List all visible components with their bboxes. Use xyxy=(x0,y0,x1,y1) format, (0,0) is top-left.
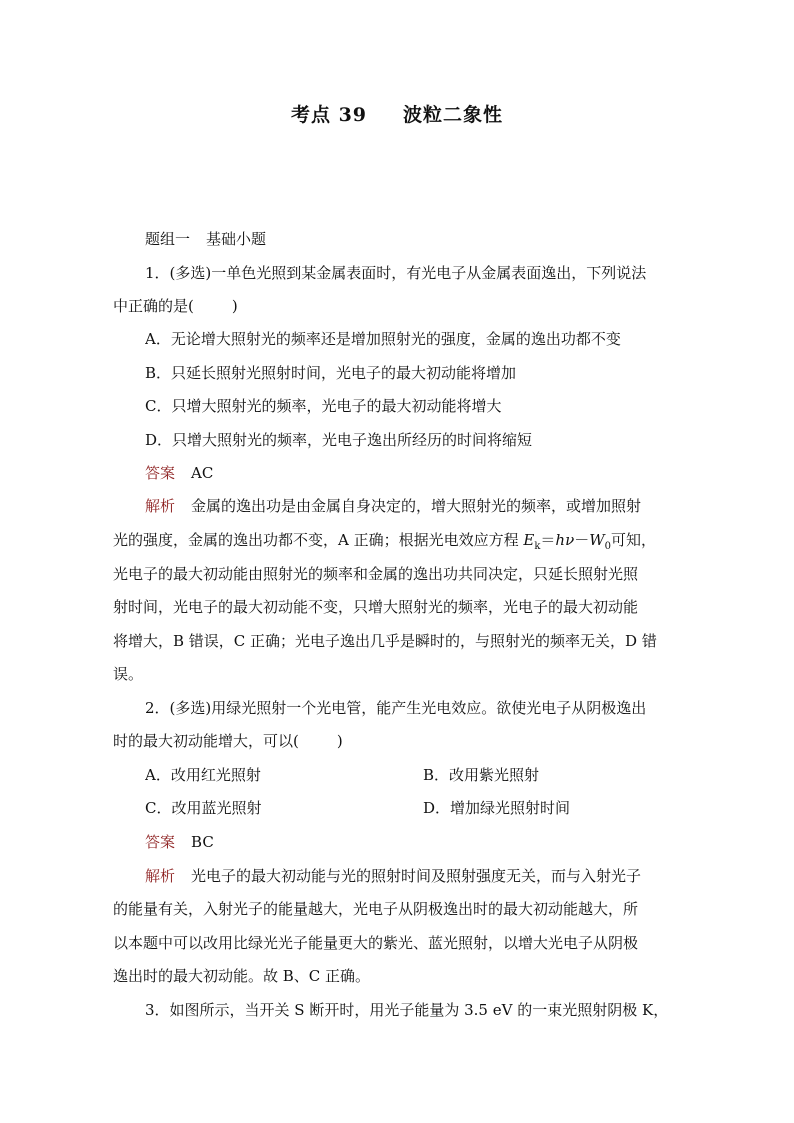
q2-explanation-line3: 以本题中可以改用比绿光光子能量更大的紫光、蓝光照射，以增大光电子从阴极 xyxy=(113,934,639,952)
q1-option-a: A．无论增大照射光的频率还是增加照射光的强度，金属的逸出功都不变 xyxy=(145,330,621,348)
group-heading xyxy=(145,229,681,249)
q2-explanation-label: 解析 xyxy=(145,867,176,885)
q1-explanation-text2b: 可知， xyxy=(611,531,657,549)
q2-stem-close: ) xyxy=(336,732,343,750)
q1-answer xyxy=(145,463,681,483)
eq-minus: － xyxy=(574,531,590,549)
q2-explanation-line1 xyxy=(145,866,681,886)
eq-e: E xyxy=(523,531,535,549)
eq-w: W xyxy=(589,531,605,549)
q3-stem-line1: 3．如图所示，当开关 S 断开时，用光子能量为 3.5 eV 的一束光照射阴极 K， xyxy=(145,1001,669,1019)
q1-stem-line2 xyxy=(113,296,681,316)
eq-zero: 0 xyxy=(604,541,611,552)
q2-answer-label: 答案 xyxy=(145,833,176,851)
q2-answer xyxy=(145,832,681,852)
q1-explanation-line5: 将增大，B 错误，C 正确；光电子逸出几乎是瞬时的，与照射光的频率无关，D 错 xyxy=(113,632,657,650)
q2-answer-value: BC xyxy=(191,833,214,851)
q1-option-c: C．只增大照射光的频率，光电子的最大初动能将增大 xyxy=(145,397,502,415)
q2-option-b: B．改用紫光照射 xyxy=(423,766,540,784)
group-name: 基础小题 xyxy=(206,230,267,248)
q1-answer-value: AC xyxy=(191,464,214,482)
eq-k: k xyxy=(534,541,541,552)
q2-explanation-text1: 光电子的最大初动能与光的照射时间及照射强度无关，而与入射光子 xyxy=(191,867,642,885)
q1-option-b: B．只延长照射光照射时间，光电子的最大初动能将增加 xyxy=(145,364,517,382)
group-label: 题组一 xyxy=(145,230,191,248)
q2-stem-line2 xyxy=(113,731,681,751)
q1-stem-close: ) xyxy=(231,297,238,315)
q1-explanation-text1: 金属的逸出功是由金属自身决定的，增大照射光的频率，或增加照射 xyxy=(191,497,642,515)
q2-option-a: A．改用红光照射 xyxy=(145,766,261,784)
q1-explanation-line6: 误。 xyxy=(113,665,144,683)
eq-equals: ＝ xyxy=(540,531,556,549)
q1-stem-open: 中正确的是( xyxy=(113,297,194,315)
q1-explanation-line1 xyxy=(145,496,681,516)
eq-hv: hν xyxy=(555,531,575,549)
q1-explanation-label: 解析 xyxy=(145,497,176,515)
q1-explanation-text2a: 光的强度，金属的逸出功都不变，A 正确；根据光电效应方程 xyxy=(113,531,524,549)
q2-explanation-line4: 逸出时的最大初动能。故 B、C 正确。 xyxy=(113,967,371,985)
q1-explanation-line3: 光电子的最大初动能由照射光的频率和金属的逸出功共同决定，只延长照射光照 xyxy=(113,565,639,583)
q1-explanation-line4: 射时间，光电子的最大初动能不变，只增大照射光的频率，光电子的最大初动能 xyxy=(113,598,639,616)
photoelectric-equation xyxy=(523,531,611,552)
q2-stem-open: 时的最大初动能增大，可以( xyxy=(113,732,299,750)
q2-stem-line1: 2．(多选)用绿光照射一个光电管，能产生光电效应。欲使光电子从阴极逸出 xyxy=(145,699,647,717)
page-title xyxy=(0,100,794,127)
q2-explanation-line2: 的能量有关，入射光子的能量越大，光电子从阴极逸出时的最大初动能越大，所 xyxy=(113,900,639,918)
q1-answer-label: 答案 xyxy=(145,464,176,482)
title-sub: 波粒二象性 xyxy=(403,104,504,126)
q1-stem-line1: 1．(多选)一单色光照到某金属表面时，有光电子从金属表面逸出，下列说法 xyxy=(145,264,647,282)
q2-option-d: D．增加绿光照射时间 xyxy=(423,799,571,817)
q1-option-d: D．只增大照射光的频率，光电子逸出所经历的时间将缩短 xyxy=(145,431,533,449)
q2-option-c: C．改用蓝光照射 xyxy=(145,799,262,817)
title-main: 考点 39 xyxy=(290,104,368,126)
q1-explanation-line2 xyxy=(113,530,681,557)
